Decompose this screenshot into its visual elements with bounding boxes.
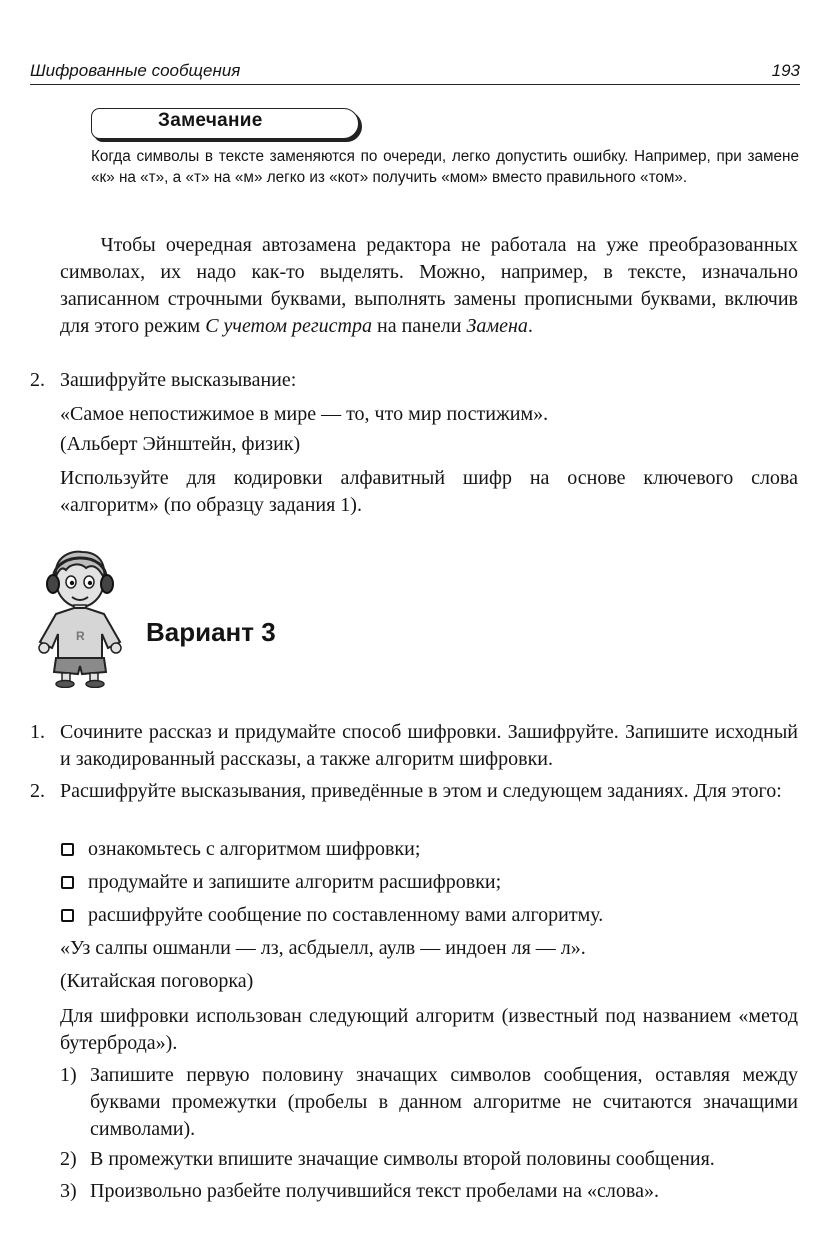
note-text: Когда символы в тексте заменяются по очереди, легко допустить ошибку. Например, при замене «к» на «т», а «т» на «м» легко из «кот» получить «мом» вместо правильного «том». [91,148,799,186]
checkbox-bullet-icon [61,876,74,889]
step-number: 1) [60,1064,77,1086]
variant-heading: Вариант 3 [146,617,276,647]
task-instruction: Используйте для кодировки алфавитный шифр на основе ключевого слова «алгоритм» (по образцу задания 1). [60,467,798,516]
note-label: Замечание [158,110,263,131]
task-text: Сочините рассказ и придумайте способ шифровки. Зашифруйте. Запишите исходный и закодированный рассказы, а также алгоритм шифровки. [60,721,798,770]
algorithm-intro: Для шифровки использован следующий алгоритм (известный под названием «метод бутерброда»). [60,1005,798,1054]
task-text: Расшифруйте высказывания, приведённые в этом и следующем заданиях. Для этого: [60,780,782,802]
intro-text: Чтобы очередная автозамена редактора не работала на уже преобразованных символах, их надо как-то выделять. Можно, например, в тексте, изначально записанном строчными буквами, выполнять замены прописными буквами, включив для этого режим [60,234,798,337]
cipher-text: «Уз салпы ошманли — лз, асбдыелл, аулв — индоен ля — л». [60,937,586,959]
task-text: Зашифруйте высказывание: [60,369,297,391]
task-number: 2. [30,780,45,802]
cipher-source: (Китайская поговорка) [60,970,254,992]
step-number: 2) [60,1148,77,1170]
task-number: 2. [30,369,45,391]
bullet-item: ознакомьтесь с алгоритмом шифровки; [88,838,421,860]
panel-name: Замена [466,315,528,337]
bullet-item: продумайте и запишите алгоритм расшифровки; [88,871,502,893]
bullet-item: расшифруйте сообщение по составленному вами алгоритму. [88,904,604,926]
task-number: 1. [30,721,45,743]
intro-paragraph [60,232,798,340]
page-number: 193 [771,61,800,80]
step-text: В промежутки впишите значащие символы второй половины сообщения. [90,1148,715,1170]
checkbox-bullet-icon [61,909,74,922]
intro-text-middle: на панели [372,315,467,337]
boy-with-headphones-icon [32,548,144,688]
step-text: Произвольно разбейте получившийся текст пробелами на «слова». [90,1180,659,1202]
checkbox-bullet-icon [61,843,74,856]
chapter-title: Шифрованные сообщения [30,61,241,80]
quote: «Самое непостижимое в мире — то, что мир постижим». [60,403,549,425]
note-label-box [91,108,359,139]
option-name: С учетом регистра [205,315,373,337]
step-text: Запишите первую половину значащих символов сообщения, оставляя между буквами промежутки (пробелы в данном алгоритме не считаются значащими символами). [90,1064,798,1140]
svg-text:R: R [76,629,85,643]
running-header [30,60,800,85]
intro-text-end: . [527,315,533,337]
quote-author: (Альберт Эйнштейн, физик) [60,433,301,455]
step-number: 3) [60,1180,77,1202]
